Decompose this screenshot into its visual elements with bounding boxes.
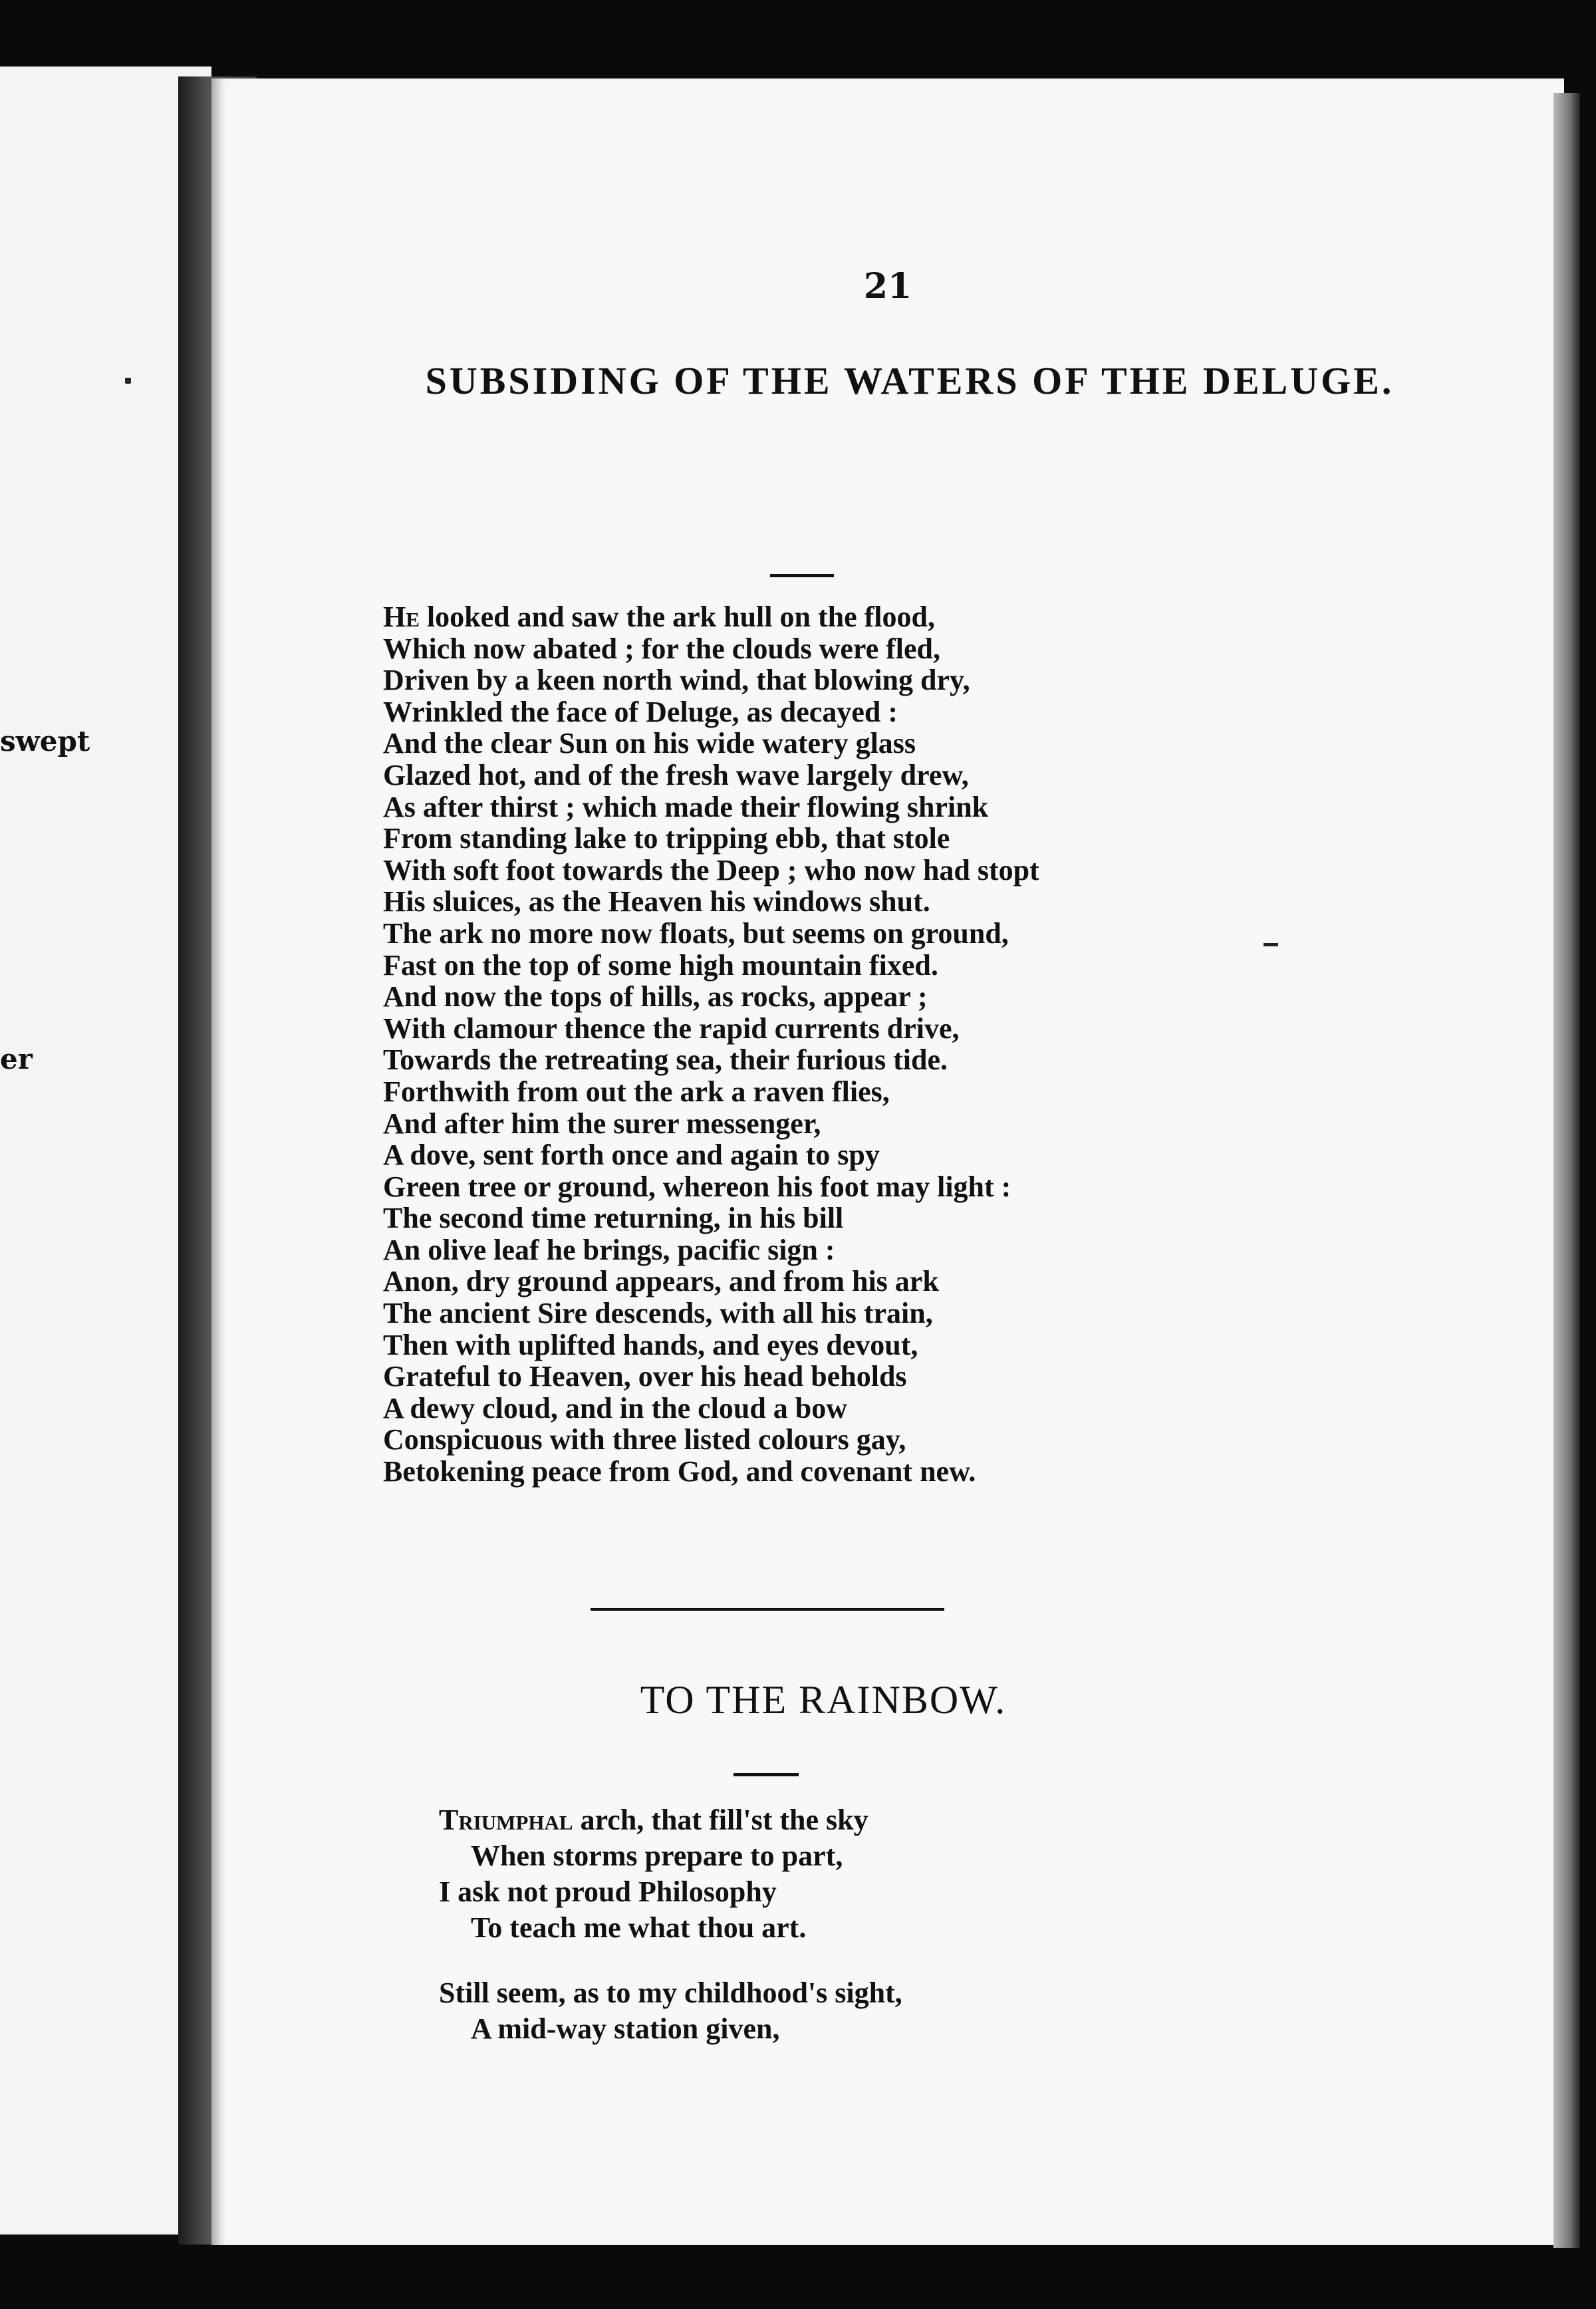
poem-line: Which now abated ; for the clouds were fled, xyxy=(383,632,941,665)
page-number: 21 xyxy=(863,266,912,307)
previous-page-fragment: swept xyxy=(0,725,90,757)
poem-line: When storms prepare to part, xyxy=(471,1839,843,1872)
poem-line: A dove, sent forth once and again to spy xyxy=(383,1139,880,1172)
poem-line-text: looked and saw the ark hull on the flood, xyxy=(419,601,935,633)
title-rule xyxy=(770,574,834,577)
poem-line: Betokening peace from God, and covenant new. xyxy=(383,1455,976,1488)
book-page xyxy=(211,78,1564,2245)
poem-line: And the clear Sun on his wide watery glass xyxy=(383,727,916,760)
poem-line: To teach me what thou art. xyxy=(471,1911,807,1944)
poem-line: An olive leaf he brings, pacific sign : xyxy=(383,1233,835,1266)
poem-line: And after him the surer messenger, xyxy=(383,1107,821,1140)
poem-body xyxy=(383,601,1447,1488)
ink-dot xyxy=(125,378,131,384)
poem-line: And now the tops of hills, as rocks, appear ; xyxy=(383,980,928,1014)
poem-line: Glazed hot, and of the fresh wave largely drew, xyxy=(383,758,969,791)
poem-line: His sluices, as the Heaven his windows shut. xyxy=(383,885,930,918)
poem-line: From standing lake to tripping ebb, that stole xyxy=(383,822,950,855)
poem-line: Anon, dry ground appears, and from his ark xyxy=(383,1265,939,1298)
poem-line: Then with uplifted hands, and eyes devout, xyxy=(383,1328,918,1361)
poem-line: The ark no more now floats, but seems on ground, xyxy=(383,916,1009,950)
poem-line: With clamour thence the rapid currents drive, xyxy=(383,1012,960,1045)
poem-line: The second time returning, in his bill xyxy=(383,1202,844,1235)
poem-line: Towards the retreating sea, their furious tide. xyxy=(383,1043,948,1077)
poem-line: A dewy cloud, and in the cloud a bow xyxy=(383,1391,848,1425)
drop-word: He xyxy=(383,601,420,633)
title-rule xyxy=(733,1773,799,1776)
stanza-break xyxy=(439,1946,1237,1975)
poem-title: SUBSIDING OF THE WATERS OF THE DELUGE. xyxy=(425,359,1395,402)
poem-line: With soft foot towards the Deep ; who now had stopt xyxy=(383,853,1039,886)
poem-body xyxy=(439,1802,1237,2047)
poem-line: I ask not proud Philosophy xyxy=(439,1875,777,1908)
poem-line: Wrinkled the face of Deluge, as decayed : xyxy=(383,695,898,728)
page-edge xyxy=(1553,93,1580,2248)
poem-line: A mid-way station given, xyxy=(471,2012,780,2045)
poem-title: TO THE RAINBOW. xyxy=(640,1678,1007,1722)
poem-line: Fast on the top of some high mountain fixed. xyxy=(383,948,938,982)
poem-line: Forthwith from out the ark a raven flies, xyxy=(383,1075,890,1108)
drop-word: Triumphal xyxy=(439,1804,573,1836)
previous-page-fragment: er xyxy=(0,1043,33,1075)
poem-line-text: arch, that fill'st the sky xyxy=(573,1804,868,1836)
poem-line: Conspicuous with three listed colours gay, xyxy=(383,1423,906,1456)
poem-line: As after thirst ; which made their flowing shrink xyxy=(383,790,989,823)
section-divider xyxy=(591,1608,944,1611)
poem-line xyxy=(439,1802,1237,1838)
poem-line: Grateful to Heaven, over his head beholds xyxy=(383,1360,907,1393)
poem-line: The ancient Sire descends, with all his train, xyxy=(383,1297,933,1330)
poem-line: Green tree or ground, whereon his foot may light : xyxy=(383,1170,1011,1203)
poem-line: Still seem, as to my childhood's sight, xyxy=(439,1976,902,2009)
ink-mark xyxy=(1264,943,1278,946)
poem-line: Driven by a keen north wind, that blowing dry, xyxy=(383,664,970,697)
poem-line xyxy=(383,601,1447,633)
